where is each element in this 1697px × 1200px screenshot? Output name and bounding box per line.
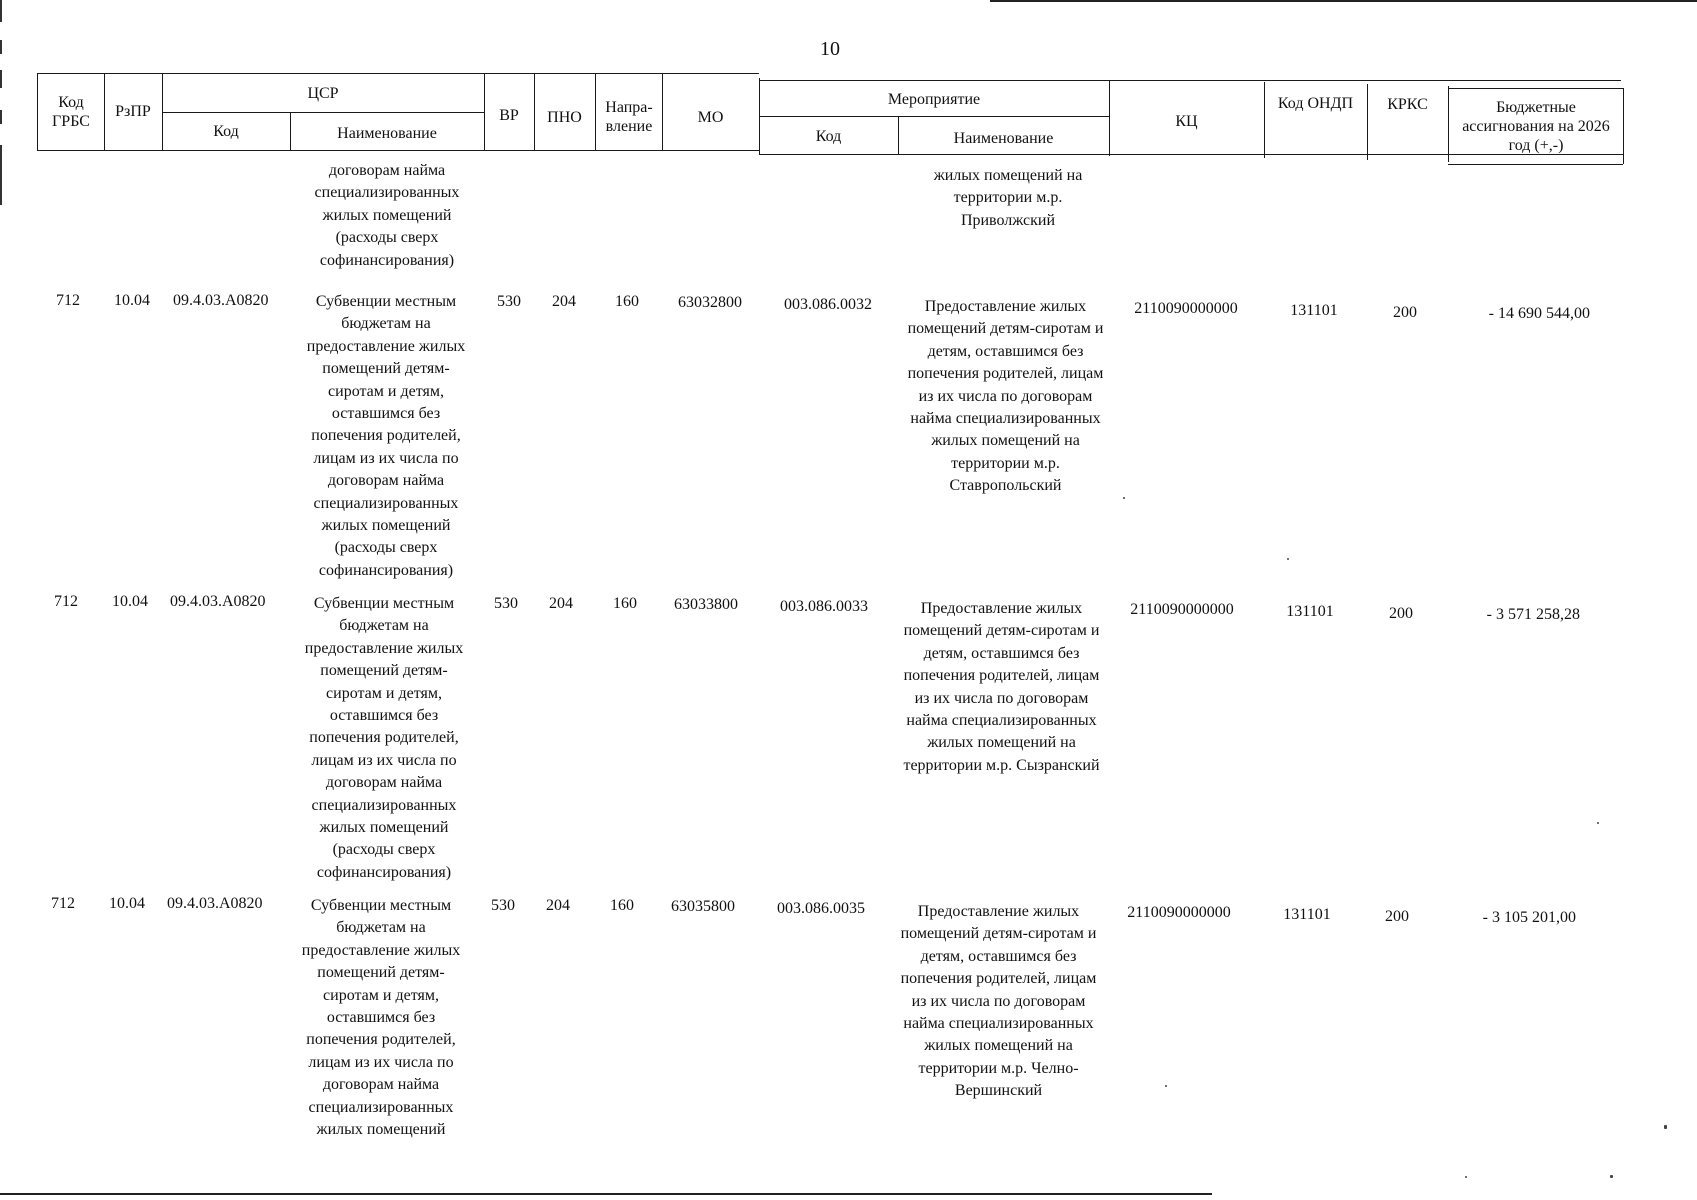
grbs-cell: 712	[54, 593, 78, 610]
meropriyatie-divider	[759, 116, 1109, 117]
mer-name-cell: Предоставление жилых помещений детям-сиротам и детям, оставшимся без попечения родителей, лицам из их числа по договорам найма специализированных жилых помещений на территории м.р. Ставропольский	[907, 298, 1104, 495]
csr-kod-cell: 09.4.03.А0820	[167, 895, 263, 912]
header-mer-name: Наименование	[953, 130, 1054, 147]
header-mer-kod: Код	[815, 128, 842, 145]
header-csr-name: Наименование	[337, 125, 437, 142]
rzpr-cell: 10.04	[114, 292, 150, 309]
scan-edge-left	[0, 145, 2, 205]
mer-name-cell: Предоставление жилых помещений детям-сиротам и детям, оставшимся без попечения родителей, лицам из их числа по договорам найма специализированных жилых помещений на территории м.р. Сызранский	[903, 600, 1100, 774]
csr-name-cell: Субвенции местным бюджетам на предоставление жилых помещений детям-сиротам и детям, оставшимся без попечения родителей, лицам из их числа по договорам найма специализированных жилых помещений (расходы сверх софинансирования)	[304, 595, 464, 881]
header-kc: КЦ	[1175, 113, 1198, 130]
col-line	[1623, 88, 1624, 164]
header-csr-kod: Код	[213, 123, 239, 140]
header-kod-ondp: Код ОНДП	[1277, 95, 1354, 112]
csr-kod-cell: 09.4.03.А0820	[173, 292, 269, 309]
krks-cell: 200	[1385, 908, 1409, 925]
mer-kod-cell: 003.086.0033	[780, 598, 868, 615]
mer-kod-cell: 003.086.0035	[777, 900, 865, 917]
napr-cell: 160	[615, 293, 639, 310]
krks-cell: 200	[1393, 304, 1417, 321]
csr-name-cell: договорам найма специализированных жилых помещений (расходы сверх софинансирования)	[314, 162, 460, 269]
header-bottom-border	[1448, 164, 1623, 165]
scan-edge-left	[0, 110, 2, 124]
kc-cell: 2110090000000	[1127, 904, 1231, 921]
ondp-cell: 131101	[1283, 906, 1331, 923]
scan-edge-bottom	[0, 1193, 1212, 1195]
pno-cell: 204	[546, 897, 570, 914]
scan-speck	[1597, 822, 1599, 824]
vr-cell: 530	[497, 293, 521, 310]
scan-speck	[1165, 1085, 1167, 1087]
mer-name-cell: Предоставление жилых помещений детям-сиротам и детям, оставшимся без попечения родителей, лицам из их числа по договорам найма специализированных жилых помещений на территории м.р. Челно-Вершинский	[900, 903, 1097, 1100]
mo-cell: 63032800	[678, 294, 742, 311]
header-krks: КРКС	[1387, 96, 1428, 113]
napr-cell: 160	[613, 595, 637, 612]
scan-speck	[1610, 1175, 1613, 1178]
scan-speck	[1123, 497, 1125, 499]
col-line	[1448, 86, 1449, 162]
vr-cell: 530	[491, 897, 515, 914]
budget-cell: - 3 571 258,28	[1486, 606, 1580, 623]
csr-divider	[162, 112, 484, 113]
pno-cell: 204	[552, 293, 576, 310]
budget-cell: - 3 105 201,00	[1482, 909, 1576, 926]
mer-kod-cell: 003.086.0032	[784, 296, 872, 313]
csr-name-cell: Субвенции местным бюджетам на предоставление жилых помещений детям-сиротам и детям, оставшимся без попечения родителей, лицам из их числа по договорам найма специализированных жилых помещений (расходы сверх софинансирования)	[306, 293, 466, 579]
grbs-cell: 712	[56, 292, 80, 309]
page-number: 10	[820, 38, 840, 60]
scan-edge-top	[990, 0, 1697, 2]
scan-edge-left	[0, 70, 2, 88]
header-vr: ВР	[499, 107, 519, 124]
header-pno: ПНО	[547, 109, 582, 126]
col-line	[595, 73, 596, 150]
mo-cell: 63035800	[671, 898, 735, 915]
budget-cell: - 14 690 544,00	[1488, 305, 1590, 322]
header-rzpr: РзПР	[115, 103, 151, 120]
header-meropriyatie: Мероприятие	[887, 91, 981, 108]
scan-edge-left	[0, 0, 2, 22]
rzpr-cell: 10.04	[112, 593, 148, 610]
krks-cell: 200	[1389, 605, 1413, 622]
kc-cell: 2110090000000	[1134, 300, 1238, 317]
pno-cell: 204	[549, 595, 573, 612]
vr-cell: 530	[494, 595, 518, 612]
napr-cell: 160	[610, 897, 634, 914]
kc-cell: 2110090000000	[1130, 601, 1234, 618]
scan-speck	[1465, 1176, 1467, 1178]
rzpr-cell: 10.04	[109, 895, 145, 912]
header-kod-grbs: Код ГРБС	[52, 94, 90, 130]
header-top-border	[759, 80, 1621, 81]
mo-cell: 63033800	[674, 596, 738, 613]
header-mo: МО	[697, 109, 724, 126]
scan-speck	[1664, 1125, 1667, 1129]
ondp-cell: 131101	[1286, 603, 1334, 620]
csr-kod-cell: 09.4.03.А0820	[170, 593, 266, 610]
csr-name-cell: Субвенции местным бюджетам на предоставление жилых помещений детям-сиротам и детям, оставшимся без попечения родителей, лицам из их числа по договорам найма специализированных жилых помещений	[301, 897, 461, 1139]
grbs-cell: 712	[51, 895, 75, 912]
header-budget: Бюджетные ассигнования на 2026 год (+,-)	[1462, 99, 1610, 154]
scan-edge-left	[0, 40, 2, 54]
header-napravlenie: Напра-вление	[605, 99, 653, 135]
header-csr: ЦСР	[307, 85, 339, 102]
col-line	[37, 73, 38, 150]
header-top-border	[1448, 88, 1623, 89]
header-bottom-border	[37, 150, 759, 151]
mer-name-cell: жилых помещений на территории м.р. Приволжский	[933, 167, 1083, 229]
header-top-border	[37, 73, 759, 74]
scan-speck	[1287, 558, 1289, 560]
ondp-cell: 131101	[1290, 302, 1338, 319]
